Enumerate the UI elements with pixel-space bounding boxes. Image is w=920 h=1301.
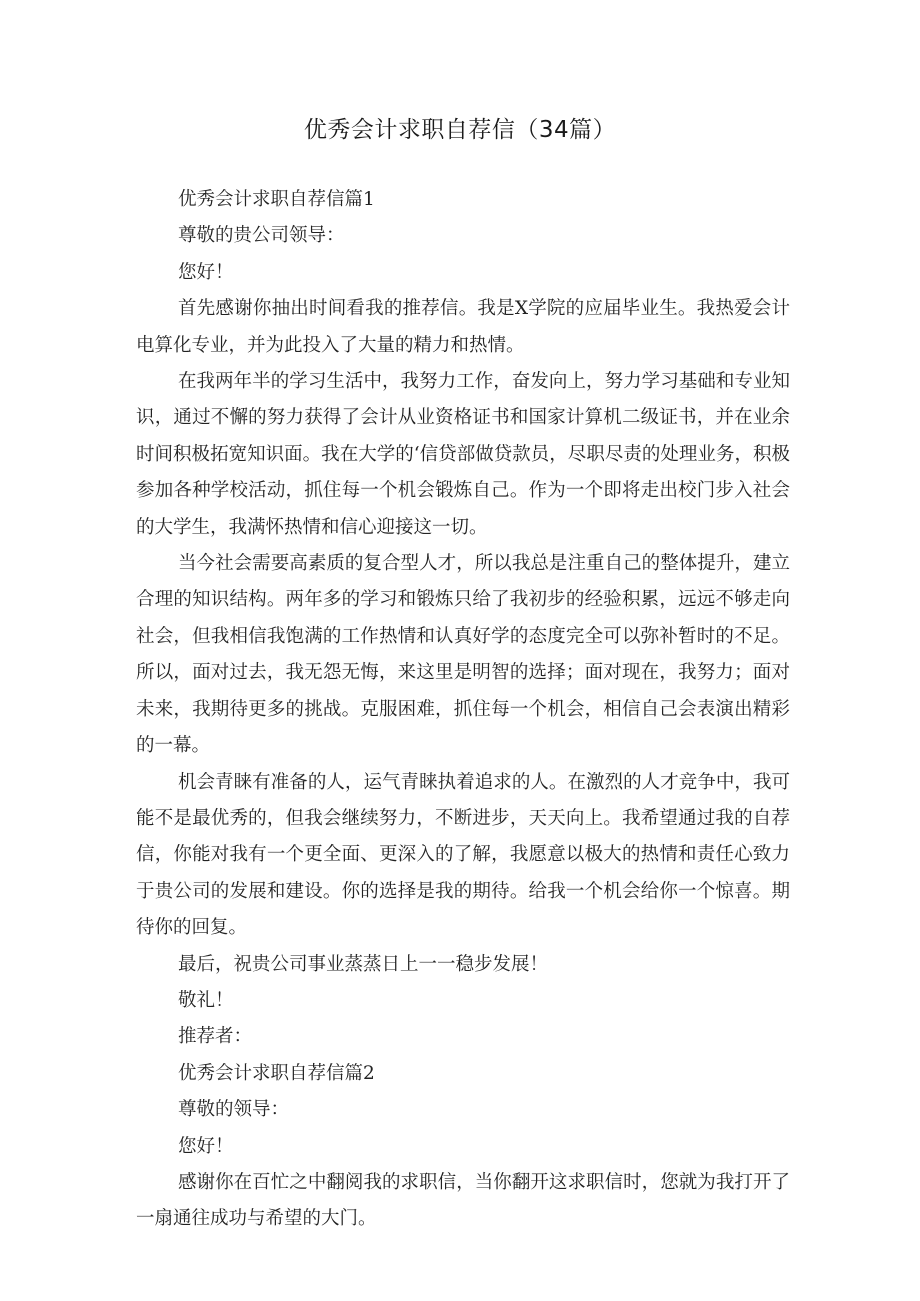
body-paragraph: 在我两年半的学习生活中，我努力工作，奋发向上，努力学习基础和专业知识，通过不懈的努力获得了会计从业资格证书和国家计算机二级证书，并在业余时间积极拓宽知识面。我在大学的‘信贷部做贷款员，尽职尽责的处理业务，积极参加各种学校活动，抓住每一个机会锻炼自己。作为一个即将走出校门步入社会的大学生，我满怀热情和信心迎接这一切。 <box>136 371 790 538</box>
body-paragraph: 首先感谢你抽出时间看我的推荐信。我是X学院的应届毕业生。我热爱会计电算化专业，并为此投入了大量的精力和热情。 <box>136 298 790 356</box>
body-paragraph: 感谢你在百忙之中翻阅我的求职信，当你翻开这求职信时，您就为我打开了一扇通往成功与希望的大门。 <box>136 1171 790 1230</box>
greeting: 您好！ <box>178 261 234 283</box>
greeting: 您好！ <box>178 1135 234 1157</box>
body-paragraph: 机会青睐有准备的人，运气青睐执着追求的人。在激烈的人才竞争中，我可能不是最优秀的，但我会继续努力，不断进步，天天向上。我希望通过我的自荐信，你能对我有一个更全面、更深入的了解，我愿意以极大的热情和责任心致力于贵公司的发展和建设。你的选择是我的期待。给我一个机会给你一个惊喜。期待你的回复。 <box>136 771 790 939</box>
closing-salute: 敬礼！ <box>178 989 234 1011</box>
closing-wish: 最后，祝贵公司事业蒸蒸日上一一稳步发展！ <box>178 953 549 975</box>
body-paragraph: 当今社会需要高素质的复合型人才，所以我总是注重自己的整体提升，建立合理的知识结构。两年多的学习和锻炼只给了我初步的经验积累，远远不够走向社会，但我相信我饱满的工作热情和认真好学的态度完全可以弥补暂时的不足。所以，面对过去，我无怨无悔，来这里是明智的选择；面对现在，我努力；面对未来，我期待更多的挑战。克服困难，抓住每一个机会，相信自己会表演出精彩的一幕。 <box>136 553 790 757</box>
document-title: 优秀会计求职自荐信（34篇） <box>303 117 617 143</box>
section-heading-2: 优秀会计求职自荐信篇2 <box>178 1062 375 1084</box>
salutation: 尊敬的贵公司领导： <box>178 225 345 247</box>
document-body <box>136 182 790 1238</box>
salutation: 尊敬的领导： <box>178 1099 290 1121</box>
signature-line: 推荐者： <box>178 1026 253 1048</box>
section-heading-1: 优秀会计求职自荐信篇1 <box>178 189 375 210</box>
